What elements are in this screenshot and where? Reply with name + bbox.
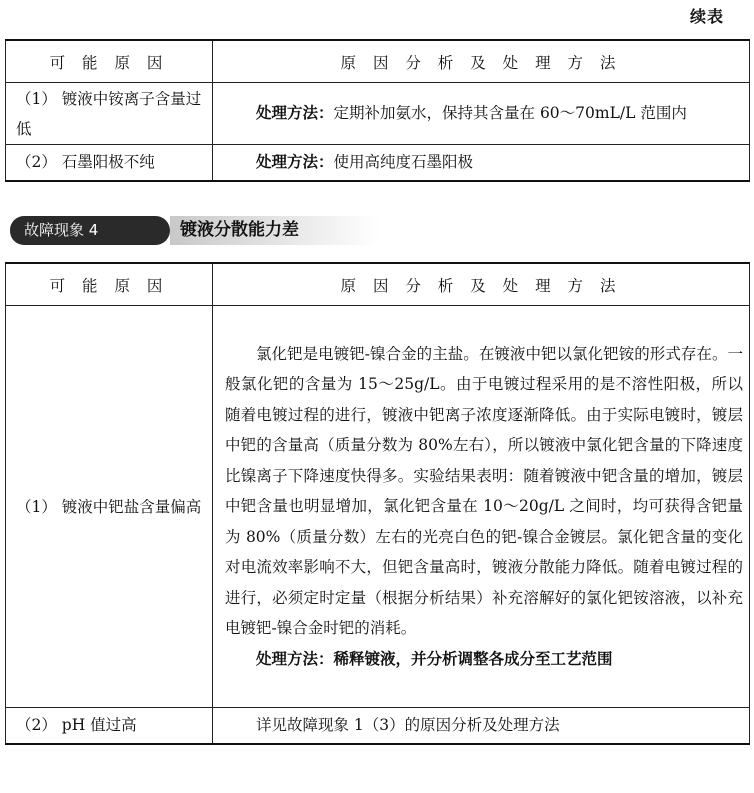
cause-cell: （2） 石墨阳极不纯 — [6, 145, 213, 181]
analysis-text: 详见故障现象 1（3）的原因分析及处理方法 — [256, 716, 560, 734]
continued-cause-table — [5, 39, 750, 182]
header-analysis-method: 原 因 分 析 及 处 理 方 法 — [213, 40, 750, 83]
method-label: 处理方法： — [256, 103, 334, 123]
fault-title: 镀液分散能力差 — [170, 216, 380, 245]
header-possible-cause: 可 能 原 因 — [6, 40, 213, 83]
analysis-cell — [213, 708, 750, 744]
fault-number-tag: 故障现象 4 — [10, 216, 156, 245]
cause-cell: （2） pH 值过高 — [6, 708, 213, 744]
method-text: 使用高纯度石墨阳极 — [333, 153, 474, 171]
table-header-row — [6, 40, 750, 83]
table-row — [6, 145, 750, 181]
fault-heading — [10, 216, 370, 245]
method-text: 稀释镀液，并分析调整各成分至工艺范围 — [333, 648, 613, 668]
fault-cause-table — [5, 262, 750, 745]
cause-cell: （1） 镀液中钯盐含量偏高 — [6, 306, 213, 708]
header-analysis-method: 原 因 分 析 及 处 理 方 法 — [213, 263, 750, 306]
analysis-cell — [213, 145, 750, 181]
table-row — [6, 83, 750, 145]
table-row — [6, 708, 750, 744]
method-label: 处理方法： — [256, 648, 334, 668]
method-text: 定期补加氨水，保持其含量在 60～70mL/L 范围内 — [333, 104, 687, 123]
table-row — [6, 306, 750, 708]
cause-cell: （1） 镀液中铵离子含量过低 — [6, 83, 213, 145]
header-possible-cause: 可 能 原 因 — [6, 263, 213, 306]
analysis-cell — [213, 83, 750, 145]
analysis-text: 氯化钯是电镀钯-镍合金的主盐。在镀液中钯以氯化钯铵的形式存在。一般氯化钯的含量为 15～25g/L。由于电镀过程采用的是不溶性阳极，所以随着电镀过程的进行，镀液中钯离子浓度逐渐降低。由于实际电镀时，镀层中钯的含量高（质量分数为 80%左右），所以镀液中氯化钯含量的下降速度比镍离子下降速度快得多。实验结果表明：随着镀液中钯含量的增加，镀层中钯含量也明显增加，氯化钯含量在 10～20g/L 之间时，均可获得含钯量为 80%（质量分数）左右的光亮白色的钯-镍合金镀层。氯化钯含量的变化对电流效率影响不大，但钯含量高时，镀液分散能力降低。随着电镀过程的进行，必须定时定量（根据分析结果）补充溶解好的氯化钯铵溶液，以补充电镀钯-镍合金时钯的消耗。 — [225, 344, 743, 638]
analysis-cell — [213, 306, 750, 708]
table-header-row — [6, 263, 750, 306]
method-label: 处理方法： — [256, 152, 334, 171]
continued-label: 续表 — [689, 7, 724, 26]
